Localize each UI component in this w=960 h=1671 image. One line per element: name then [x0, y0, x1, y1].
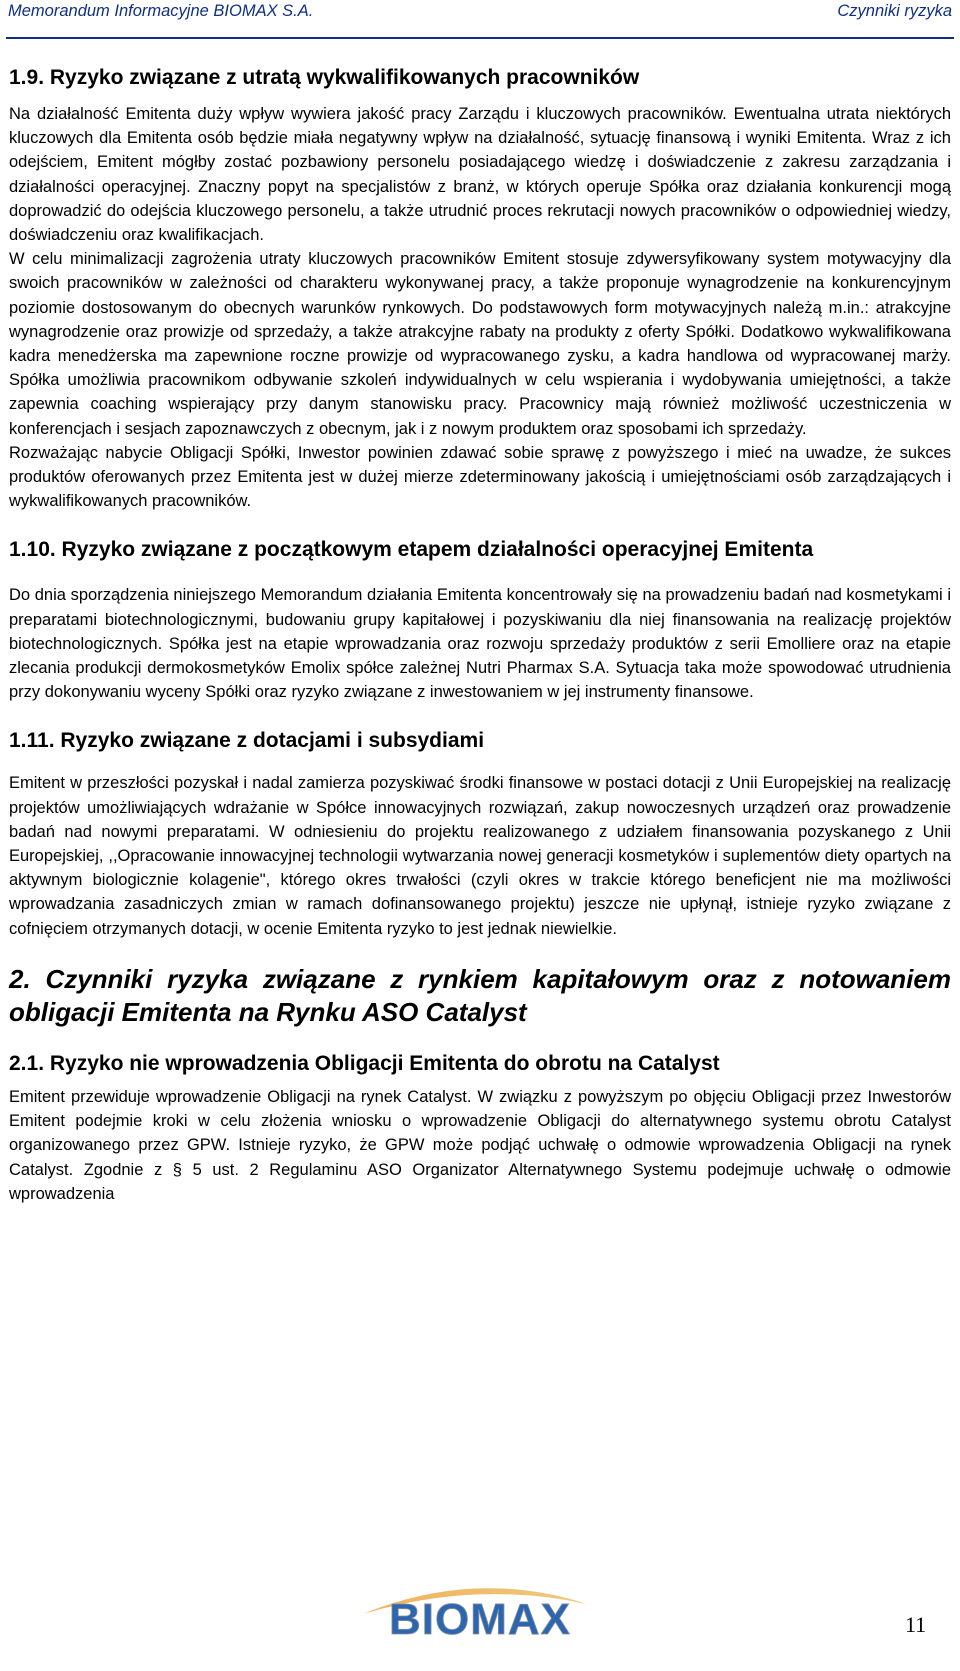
section-1-10-paragraph-1: Do dnia sporządzenia niniejszego Memorandum działania Emitenta koncentrowały się na prowadzeniu badań nad kosmetykami i preparatami biotechnologicznymi, budowaniu grupy kapitałowej i pozyskiwaniu dla niej finansowania na realizację projektów biotechnologicznych. Spółka jest na etapie wprowadzania oraz rozwoju sprzedaży produktów z serii Emolliere oraz na etapie zlecania produkcji dermokosmetyków Emolix spółce zależnej Nutri Pharmax S.A. Sytuacja taka może spowodować utrudnienia przy dokonywaniu wyceny Spółki oraz ryzyko związane z inwestowaniem w jej instrumenty finansowe. — [9, 586, 951, 702]
section-2-1-paragraph-1: Emitent przewiduje wprowadzenie Obligacji na rynek Catalyst. W związku z powyższym po objęciu Obligacji przez Inwestorów Emitent podejmie kroki w celu złożenia wniosku o wprowadzenie Obligacji do alternatywnego systemu obrotu Catalyst organizowanego przez GPW. Istnieje ryzyko, że GPW może podjąć uchwałę o odmowie wprowadzenia Obligacji na rynek Catalyst. Zgodnie z § 5 ust. 2 Regulaminu ASO Organizator Alternatywnego Systemu podejmuje uchwałę o odmowie wprowadzenia — [9, 1087, 951, 1203]
section-1-11-heading: 1.11. Ryzyko związane z dotacjami i subsydiami — [9, 729, 485, 753]
page-number: 11 — [905, 1612, 927, 1637]
logo-text: BIOMAX — [389, 1595, 571, 1644]
section-1-9-heading: 1.9. Ryzyko związane z utratą wykwalifikowanych pracowników — [9, 66, 640, 89]
section-1-11-paragraph-1: Emitent w przeszłości pozyskał i nadal zamierza pozyskiwać środki finansowe w postaci dotacji z Unii Europejskiej na realizację projektów umożliwiających wdrażanie w Spółce innowacyjnych rozwiązań, zakup nowoczesnych urządzeń oraz prowadzenie badań nad nowymi preparatami. W odniesieniu do projektu realizowanego z udziałem finansowania pozyskanego z Unii Europejskiej, ,,Opracowanie innowacyjnej technologii wytwarzania nowej generacji kosmetyków i suplementów diety opartych na aktywnym biologicznie kolagenie", którego okres trwałości (czyli okres w trakcie którego beneficjent nie ma możliwości wprowadzania zasadniczych zmian w ramach dofinansowanego projektu) jeszcze nie upłynął, istnieje ryzyko związane z cofnięciem otrzymanych dotacji, w ocenie Emitenta ryzyko to jest jednak niewielkie. — [9, 774, 951, 938]
section-1-9-paragraph-3: Rozważając nabycie Obligacji Spółki, Inwestor powinien zdawać sobie sprawę z powyższego i mieć na uwadze, że sukces produktów oferowanych przez Emitenta jest w dużej mierze zdeterminowany jakością i umiejętnościami osób zarządzających i wykwalifikowanych pracowników. — [9, 443, 951, 511]
section-2-1-heading: 2.1. Ryzyko nie wprowadzenia Obligacji Emitenta do obrotu na Catalyst — [9, 1051, 720, 1075]
document-body — [9, 63, 951, 1206]
section-1-9-paragraph-2: W celu minimalizacji zagrożenia utraty kluczowych pracowników Emitent stosuje zdywersyfikowany system motywacyjny dla swoich pracowników w zależności od charakteru wykonywanej pracy, a także proponuje wynagrodzenie na konkurencyjnym poziomie dostosowanym do obecnych warunków rynkowych. Do podstawowych form motywacyjnych należą m.in.: atrakcyjne wynagrodzenie oraz prowizje od sprzedaży, a także atrakcyjne rabaty na produkty z oferty Spółki. Dodatkowo wykwalifikowana kadra menedżerska ma zapewnione roczne prowizje od wypracowanego zysku, a kadra handlowa od wypracowanej marży. Spółka umożliwia pracownikom odbywanie szkoleń indywidualnych w celu wspierania i wydobywania umiejętności, a także zapewnia coaching wspierający przy danym stanowisku pracy. Pracownicy mają również możliwość uczestniczenia w konferencjach i sesjach zapoznawczych z obecnym, jak i z nowym produktem oraz sposobami ich sprzedaży. — [9, 250, 951, 438]
running-header — [8, 2, 952, 32]
section-1-10-heading: 1.10. Ryzyko związane z początkowym etapem działalności operacyjnej Emitenta — [9, 538, 814, 562]
biomax-logo — [355, 1574, 605, 1644]
header-right-title: Czynniki ryzyka — [837, 2, 952, 20]
chapter-2-heading: 2. Czynniki ryzyka związane z rynkiem kapitałowym oraz z notowaniem obligacji Emitenta na Rynku ASO Catalyst — [9, 963, 951, 1027]
section-1-9-paragraph-1: Na działalność Emitenta duży wpływ wywiera jakość pracy Zarządu i kluczowych pracowników. Ewentualna utrata niektórych kluczowych dla Emitenta osób będzie miała negatywny wpływ na działalność, sytuację finansową i wyniki Emitenta. Wraz z ich odejściem, Emitent mógłby zostać pozbawiony personelu posiadającego wiedzę i doświadczenie z zakresu zarządzania i działalności operacyjnej. Znaczny popyt na specjalistów z branż, w których operuje Spółka oraz działania konkurencji mogą doprowadzić do odejścia kluczowego personelu, a także utrudnić proces rekrutacji nowych pracowników o odpowiedniej wiedzy, doświadczeniu oraz kwalifikacjach. — [9, 105, 951, 245]
header-left-title: Memorandum Informacyjne BIOMAX S.A. — [8, 2, 314, 20]
header-rule — [6, 37, 954, 39]
